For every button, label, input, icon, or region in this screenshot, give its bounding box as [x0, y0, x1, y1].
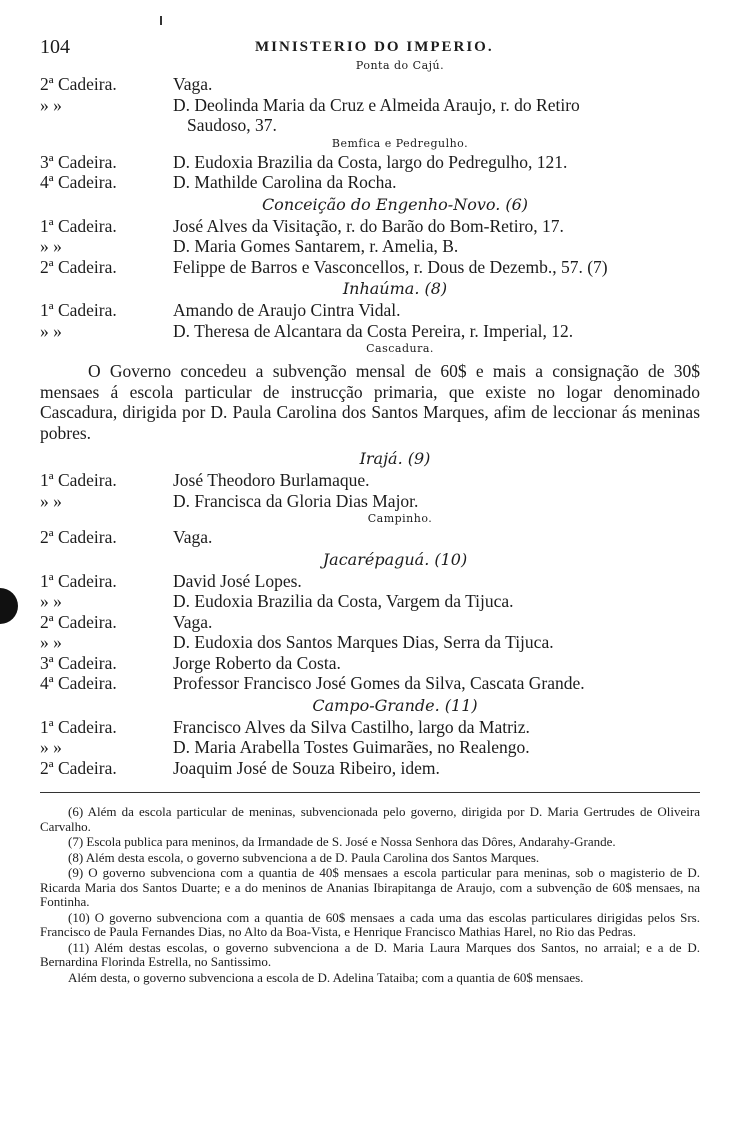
chair-label: 2ª Cadeira.: [40, 757, 117, 778]
entry-text: [173, 257, 700, 278]
section: [40, 694, 700, 779]
school-entry: [40, 758, 700, 779]
entry-main-text: D. Eudoxia Brazilia da Costa, largo do Pedregulho, 121.: [173, 151, 568, 172]
entry-text: [173, 653, 700, 674]
chair-label: 1ª Cadeira.: [40, 570, 117, 591]
school-entry: [40, 236, 700, 257]
entry-text: [173, 172, 700, 193]
entry-main-text: Professor Francisco José Gomes da Silva, Cascata Grande.: [173, 673, 585, 693]
location-heading: Irajá. (9): [359, 449, 431, 468]
chair-label: » »: [40, 236, 62, 256]
entry-text: [173, 300, 700, 321]
school-entry: [40, 612, 700, 633]
school-entry: [40, 737, 700, 758]
school-entry: [40, 632, 700, 653]
section-paragraph: O Governo concedeu a subvenção mensal de 60$ e mais a consignação de 30$ mensaes á escola particular de instrucção primaria, que existe no logar denominado Cascadura, dirigida por D. Paula Carolina dos Santos Marques, afim de leccionar ás meninas pobres.: [40, 361, 700, 443]
entry-main-text: Vaga.: [173, 74, 213, 94]
entry-text: [173, 717, 700, 738]
entry-text: [173, 470, 700, 491]
chair-label: » »: [40, 94, 62, 115]
entry-text: [173, 591, 700, 612]
entry-main-text: Vaga.: [173, 527, 213, 547]
school-entry: [40, 74, 700, 95]
section: [40, 447, 700, 511]
section: [40, 58, 700, 136]
entry-main-text: Amando de Araujo Cintra Vidal.: [173, 300, 401, 320]
entry-main-text: D. Theresa de Alcantara da Costa Pereira, r. Imperial, 12.: [173, 320, 574, 341]
footnote: (6) Além da escola particular de meninas, subvencionada pelo governo, dirigida por D. Maria Gertrudes de Oliveira Carvalho.: [40, 804, 700, 834]
school-entry: [40, 527, 700, 548]
school-entry: [40, 653, 700, 674]
entry-main-text: D. Maria Arabella Tostes Guimarães, no Realengo.: [173, 737, 530, 757]
entry-text: [173, 737, 700, 758]
chair-label: 2ª Cadeira.: [40, 74, 117, 94]
entry-text: [173, 152, 700, 173]
section: [40, 193, 700, 278]
school-entry: [40, 321, 700, 342]
entry-main-text: Felippe de Barros e Vasconcellos, r. Dous de Dezemb., 57. (7): [173, 256, 608, 277]
page-number: 104: [40, 36, 70, 58]
entry-text: [173, 236, 700, 257]
entry-text: [173, 491, 700, 512]
location-heading: Cascadura.: [366, 342, 434, 355]
footnotes: [40, 805, 700, 985]
entry-text: [173, 321, 700, 342]
entry-main-text: Vaga.: [173, 611, 213, 632]
chair-label: 3ª Cadeira.: [40, 652, 117, 673]
entry-main-text: D. Eudoxia dos Santos Marques Dias, Serra da Tijuca.: [173, 632, 554, 652]
entry-main-text: D. Maria Gomes Santarem, r. Amelia, B.: [173, 236, 459, 256]
school-entry: [40, 571, 700, 592]
chair-label: 1ª Cadeira.: [40, 716, 117, 737]
chair-label: 2ª Cadeira.: [40, 611, 117, 632]
document-page: [40, 34, 700, 986]
entry-main-text: José Alves da Visitação, r. do Barão do Bom-Retiro, 17.: [173, 215, 564, 236]
school-entry: [40, 491, 700, 512]
school-entry: [40, 591, 700, 612]
section: [40, 511, 700, 548]
entry-main-text: D. Deolinda Maria da Cruz e Almeida Araujo, r. do Retiro: [173, 94, 580, 115]
chair-label: 1ª Cadeira.: [40, 215, 117, 236]
entry-main-text: Francisco Alves da Silva Castilho, largo da Matriz.: [173, 716, 530, 737]
footnote: (10) O governo subvenciona com a quantia de 60$ mensaes a cada uma das escolas particulares dirigidas pelos Srs. Francisco de Paula Fernandes Dias, no Alto da Boa-Vista, e Henrique Francisco Mathias Harel, no Rio das Pedras.: [40, 909, 700, 939]
chair-label: 2ª Cadeira.: [40, 256, 117, 277]
chair-label: 2ª Cadeira.: [40, 527, 117, 547]
document-body: [40, 58, 700, 778]
binding-hole-mark: [0, 588, 18, 624]
section: [40, 341, 700, 443]
location-heading: Campinho.: [367, 512, 433, 525]
school-entry: [40, 717, 700, 738]
location-heading: Ponta do Cajú.: [355, 59, 445, 72]
chair-label: » »: [40, 490, 62, 511]
entry-main-text: Jorge Roberto da Costa.: [173, 652, 341, 673]
school-entry: [40, 300, 700, 321]
running-title: MINISTERIO DO IMPERIO.: [255, 39, 494, 55]
entry-text: [173, 74, 700, 95]
footnote: (11) Além destas escolas, o governo subvenciona a de D. Maria Laura Marques dos Santos, no arraial; e a de D. Bernardina Florinda Estrella, no Santissimo.: [40, 939, 700, 969]
chair-label: 1ª Cadeira.: [40, 300, 117, 320]
school-entry: [40, 257, 700, 278]
school-entry: [40, 152, 700, 173]
school-entry: [40, 172, 700, 193]
chair-label: 4ª Cadeira.: [40, 172, 117, 192]
entry-continuation: Saudoso, 37.: [187, 115, 277, 135]
chair-label: 3ª Cadeira.: [40, 151, 117, 172]
chair-label: » »: [40, 737, 62, 757]
location-heading: Jacarépaguá. (10): [322, 549, 468, 569]
entry-main-text: José Theodoro Burlamaque.: [173, 470, 370, 490]
chair-label: » »: [40, 632, 62, 652]
school-entry: [40, 673, 700, 694]
school-entry: [40, 470, 700, 491]
entry-text: [173, 673, 700, 694]
footnote: Além desta, o governo subvenciona a escola de D. Adelina Tataiba; com a quantia de 60$ mensaes.: [68, 969, 584, 985]
chair-label: 4ª Cadeira.: [40, 673, 117, 693]
entry-text: [173, 632, 700, 653]
section: [40, 548, 700, 694]
footnote: (7) Escola publica para meninos, da Irmandade de S. José e Nossa Senhora das Dôres, Andarahy-Grande.: [68, 834, 616, 849]
location-heading: Bemfica e Pedregulho.: [331, 136, 469, 150]
school-entry: [40, 95, 700, 136]
entry-text: [173, 95, 700, 136]
entry-main-text: Joaquim José de Souza Ribeiro, idem.: [173, 757, 440, 778]
entry-text: [173, 612, 700, 633]
location-heading: Inhaúma. (8): [342, 279, 448, 298]
print-mark: [160, 16, 162, 25]
entry-text: [173, 571, 700, 592]
school-entry: [40, 216, 700, 237]
page-header: [40, 34, 700, 58]
entry-text: [173, 216, 700, 237]
footnote-rule: [40, 792, 700, 793]
entry-text: [173, 527, 700, 548]
location-heading: Conceição do Engenho-Novo. (6): [261, 194, 529, 214]
location-heading: Campo-Grande. (11): [312, 695, 478, 715]
footnote: (9) O governo subvenciona com a quantia de 40$ mensaes a escola particular para meninas, sob o magisterio de D. Ricarda Maria dos Santos Duarte; e a do meninos de Ananias Ibirapitanga de Araujo, com a subvenção de 60$ mensaes, na Fontinha.: [40, 865, 700, 909]
section: [40, 277, 700, 341]
chair-label: » »: [40, 591, 62, 611]
chair-label: » »: [40, 320, 62, 341]
entry-main-text: David José Lopes.: [173, 570, 302, 591]
entry-text: [173, 758, 700, 779]
entry-main-text: D. Francisca da Gloria Dias Major.: [173, 490, 419, 511]
footnote: (8) Além desta escola, o governo subvenciona a de D. Paula Carolina dos Santos Marques.: [68, 849, 540, 865]
section: [40, 136, 700, 193]
chair-label: 1ª Cadeira.: [40, 470, 117, 490]
entry-main-text: D. Mathilde Carolina da Rocha.: [173, 172, 397, 192]
entry-main-text: D. Eudoxia Brazilia da Costa, Vargem da Tijuca.: [173, 591, 514, 611]
